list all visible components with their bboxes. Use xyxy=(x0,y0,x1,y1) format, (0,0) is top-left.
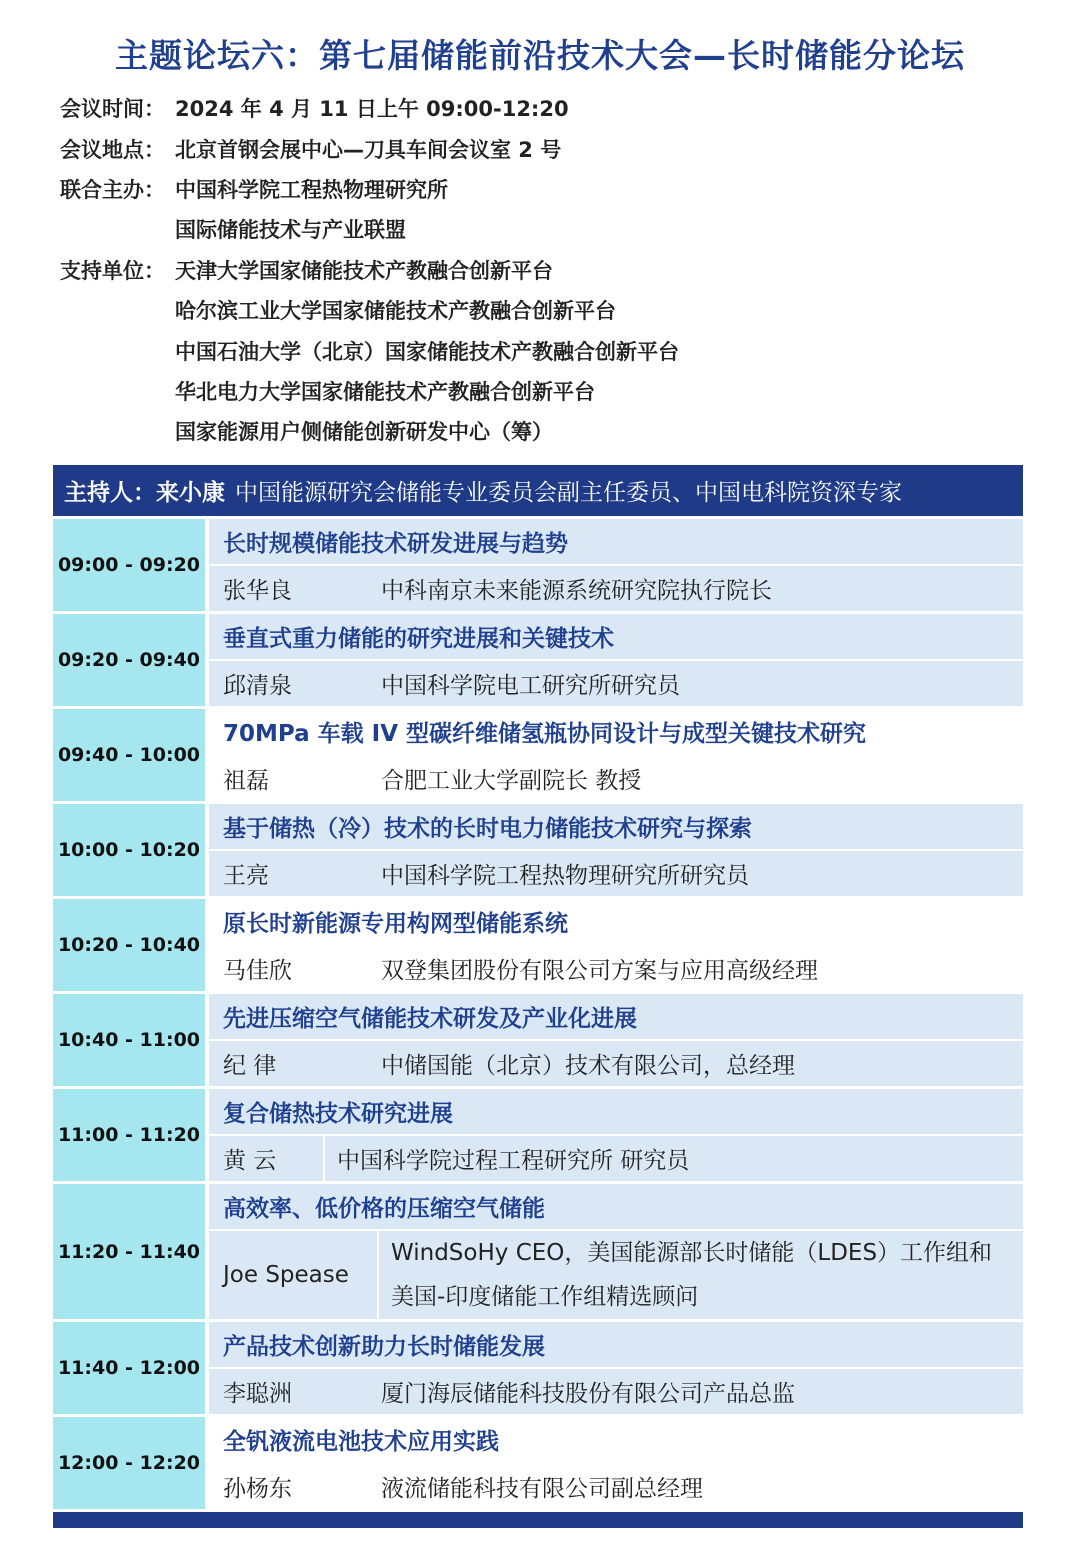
session-speaker-line xyxy=(209,1041,1023,1086)
session-time: 09:00 - 09:20 xyxy=(53,519,209,611)
session-time: 10:00 - 10:20 xyxy=(53,804,209,896)
session-speaker-line xyxy=(209,756,1023,801)
host-role: 中国能源研究会储能专业委员会副主任委员、中国电科院资深专家 xyxy=(235,480,902,506)
speaker-name: 祖磊 xyxy=(223,768,269,794)
info-label: 会议时间： xyxy=(60,97,165,122)
info-value: 中国石油大学（北京）国家储能技术产教融合创新平台 xyxy=(175,339,679,364)
session-title: 原长时新能源专用构网型储能系统 xyxy=(209,899,1023,946)
info-value: 华北电力大学国家储能技术产教融合创新平台 xyxy=(175,379,595,404)
speaker-name: Joe Spease xyxy=(209,1231,379,1319)
session-content xyxy=(209,1089,1023,1181)
info-row-time xyxy=(60,88,1020,128)
schedule-row xyxy=(53,709,1023,804)
info-row-organizer-2 xyxy=(60,209,1020,249)
session-time: 09:40 - 10:00 xyxy=(53,709,209,801)
info-row-supporter-4 xyxy=(60,371,1020,411)
info-value: 国家能源用户侧储能创新研发中心（筹） xyxy=(175,420,553,445)
session-title: 全钒液流电池技术应用实践 xyxy=(209,1417,1023,1464)
info-value: 2024 年 4 月 11 日上午 09:00-12:20 xyxy=(175,97,569,122)
info-row-organizer xyxy=(60,169,1020,209)
session-speaker-line xyxy=(209,1136,1023,1181)
schedule-row xyxy=(53,1322,1023,1417)
page-title: 主题论坛六：第七届储能前沿技术大会—长时储能分论坛 xyxy=(115,36,965,75)
speaker-name: 李聪洲 xyxy=(223,1381,292,1407)
info-label: 会议地点： xyxy=(60,137,165,162)
schedule-row xyxy=(53,614,1023,709)
session-speaker-line xyxy=(209,1231,1023,1319)
session-speaker-line xyxy=(209,1464,1023,1509)
speaker-name: 纪 律 xyxy=(223,1053,277,1079)
speaker-org: 合肥工业大学副院长 教授 xyxy=(381,768,642,794)
info-row-supporter-3 xyxy=(60,330,1020,370)
session-title: 垂直式重力储能的研究进展和关键技术 xyxy=(209,614,1023,661)
schedule-row xyxy=(53,519,1023,614)
info-value: 中国科学院工程热物理研究所 xyxy=(175,177,448,202)
session-time: 10:40 - 11:00 xyxy=(53,994,209,1086)
meeting-info xyxy=(60,88,1020,452)
info-value: 哈尔滨工业大学国家储能技术产教融合创新平台 xyxy=(175,299,616,324)
speaker-org: 液流储能科技有限公司副总经理 xyxy=(381,1476,703,1502)
session-speaker-line xyxy=(209,946,1023,991)
speaker-name: 马佳欣 xyxy=(223,958,292,984)
speaker-org: 中国科学院过程工程研究所 研究员 xyxy=(337,1148,690,1174)
session-content xyxy=(209,1417,1023,1509)
host-label: 主持人： xyxy=(64,480,156,506)
schedule-row xyxy=(53,1184,1023,1322)
session-time: 12:00 - 12:20 xyxy=(53,1417,209,1509)
session-content xyxy=(209,994,1023,1086)
info-row-supporter-5 xyxy=(60,411,1020,451)
speaker-org: 中科南京未来能源系统研究院执行院长 xyxy=(381,578,772,604)
session-time: 11:20 - 11:40 xyxy=(53,1184,209,1319)
speaker-name: 王亮 xyxy=(223,863,269,889)
schedule-table xyxy=(53,519,1023,1509)
footer-bar xyxy=(53,1512,1023,1528)
session-time: 10:20 - 10:40 xyxy=(53,899,209,991)
schedule-row xyxy=(53,804,1023,899)
info-value: 北京首钢会展中心—刀具车间会议室 2 号 xyxy=(175,137,562,162)
info-label: 支持单位： xyxy=(60,258,165,283)
speaker-name: 黄 云 xyxy=(209,1136,325,1181)
speaker-org: WindSoHy CEO，美国能源部长时储能（LDES）工作组和美国-印度储能工作组精选顾问 xyxy=(391,1240,993,1310)
session-content xyxy=(209,1184,1023,1319)
session-title: 先进压缩空气储能技术研发及产业化进展 xyxy=(209,994,1023,1041)
session-time: 11:00 - 11:20 xyxy=(53,1089,209,1181)
info-row-supporter-2 xyxy=(60,290,1020,330)
session-title: 高效率、低价格的压缩空气储能 xyxy=(209,1184,1023,1231)
session-speaker-line xyxy=(209,1369,1023,1414)
schedule-row xyxy=(53,1089,1023,1184)
speaker-org: 中储国能（北京）技术有限公司，总经理 xyxy=(381,1053,795,1079)
session-time: 11:40 - 12:00 xyxy=(53,1322,209,1414)
session-content xyxy=(209,804,1023,896)
session-content xyxy=(209,1322,1023,1414)
speaker-org: 厦门海辰储能科技股份有限公司产品总监 xyxy=(381,1381,795,1407)
speaker-org: 中国科学院工程热物理研究所研究员 xyxy=(381,863,749,889)
session-content xyxy=(209,899,1023,991)
schedule-row xyxy=(53,899,1023,994)
speaker-name: 邱清泉 xyxy=(223,673,292,699)
session-content xyxy=(209,519,1023,611)
info-row-location xyxy=(60,128,1020,168)
session-title: 产品技术创新助力长时储能发展 xyxy=(209,1322,1023,1369)
host-name: 来小康 xyxy=(156,480,225,506)
info-value: 国际储能技术与产业联盟 xyxy=(175,218,406,243)
speaker-name: 张华良 xyxy=(223,578,292,604)
schedule-row xyxy=(53,1417,1023,1509)
session-speaker-line xyxy=(209,851,1023,896)
session-title: 长时规模储能技术研发进展与趋势 xyxy=(209,519,1023,566)
host-bar xyxy=(53,465,1023,518)
session-content xyxy=(209,614,1023,706)
schedule-row xyxy=(53,994,1023,1089)
session-speaker-line xyxy=(209,661,1023,706)
session-content xyxy=(209,709,1023,801)
info-label: 联合主办： xyxy=(60,177,165,202)
speaker-org: 中国科学院电工研究所研究员 xyxy=(381,673,680,699)
speaker-name: 孙杨东 xyxy=(223,1476,292,1502)
info-value: 天津大学国家储能技术产教融合创新平台 xyxy=(175,258,553,283)
session-title: 基于储热（冷）技术的长时电力储能技术研究与探索 xyxy=(209,804,1023,851)
info-row-supporter xyxy=(60,250,1020,290)
session-title: 70MPa 车载 IV 型碳纤维储氢瓶协同设计与成型关键技术研究 xyxy=(209,709,1023,756)
session-time: 09:20 - 09:40 xyxy=(53,614,209,706)
speaker-org: 双登集团股份有限公司方案与应用高级经理 xyxy=(381,958,818,984)
session-speaker-line xyxy=(209,566,1023,611)
session-title: 复合储热技术研究进展 xyxy=(209,1089,1023,1136)
